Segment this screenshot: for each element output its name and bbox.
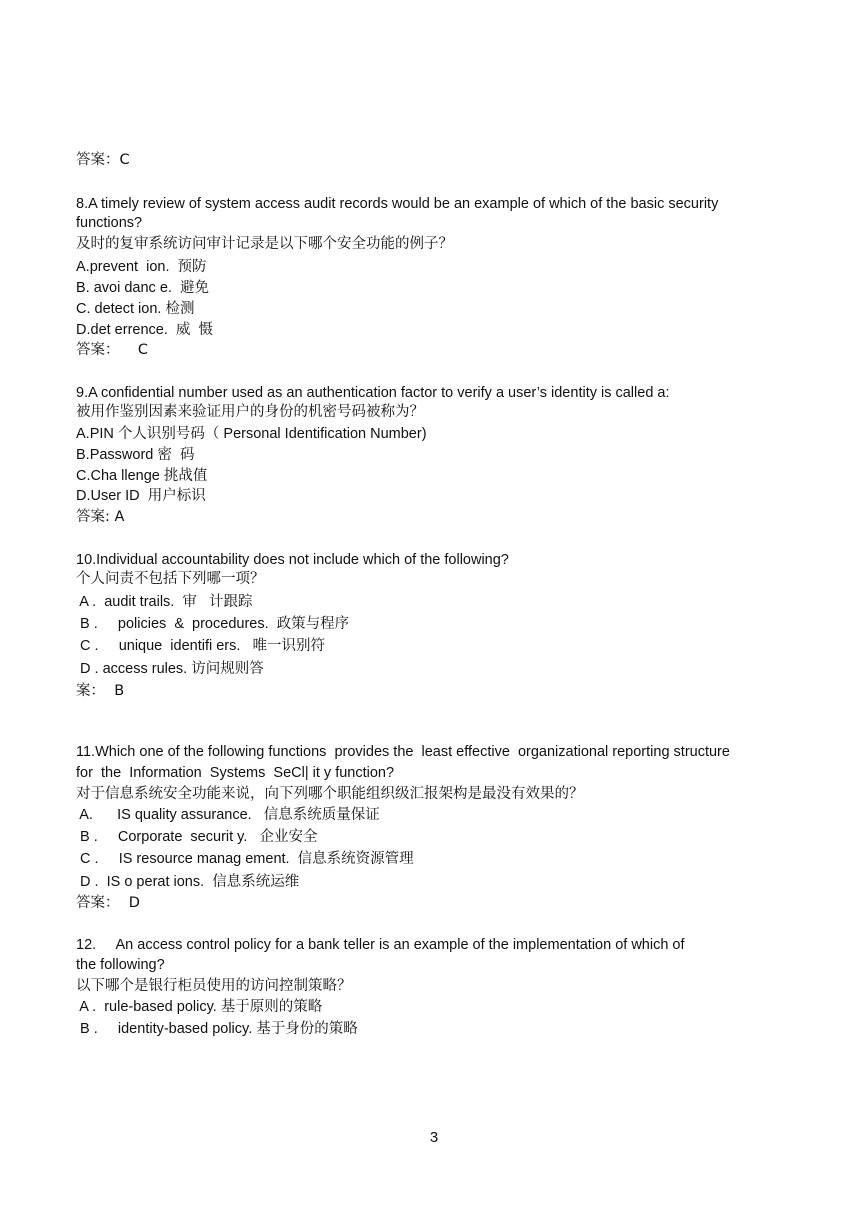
answer-line: 答案：C: [76, 152, 130, 168]
question-11-chinese: 对于信息系统安全功能来说，向下列哪个职能组织级汇报架构是最没有效果的？: [76, 786, 584, 802]
question-9-answer: 答案: A: [76, 509, 125, 525]
question-9-option-b: B.Password 密 码: [76, 447, 195, 463]
question-11-option-b: B . Corporate securit y. 企业安全: [76, 829, 318, 845]
question-8-chinese: 及时的复审系统访问审计记录是以下哪个安全功能的例子？: [76, 236, 453, 252]
question-12-chinese: 以下哪个是银行柜员使用的访问控制策略？: [76, 978, 352, 994]
page-number: 3: [429, 1129, 439, 1146]
question-9-text: 9.A confidential number used as an authentication factor to verify a user’s identity is called a:: [76, 385, 670, 401]
question-12-text-cont: the following?: [76, 957, 165, 973]
question-8-text: 8.A timely review of system access audit records would be an example of which of the basic security: [76, 196, 719, 212]
question-11-option-a: A. IS quality assurance. 信息系统质量保证: [76, 807, 380, 823]
question-8-option-d: D.det errence. 威 慑: [76, 322, 213, 338]
question-12-option-b: B . identity-based policy. 基于身份的策略: [76, 1021, 358, 1037]
question-8-option-c: C. detect ion. 检测: [76, 301, 195, 317]
question-8-option-b: B. avoi danc e. 避免: [76, 280, 209, 296]
question-9-chinese: 被用作鉴别因素来验证用户的身份的机密号码被称为？: [76, 404, 424, 420]
question-11-option-d: D . IS o perat ions. 信息系统运维: [76, 874, 300, 890]
question-10-chinese: 个人问责不包括下列哪一项？: [76, 571, 265, 587]
question-12-option-a: A . rule-based policy. 基于原则的策略: [76, 999, 323, 1015]
question-9-option-d: D.User ID 用户标识: [76, 488, 206, 504]
question-10-option-c: C . unique identifi ers. 唯一识别符: [76, 638, 325, 654]
question-8-option-a: A.prevent ion. 预防: [76, 259, 207, 275]
question-9-option-a: A.PIN 个人识别号码（ Personal Identification Number): [76, 426, 427, 442]
question-10-option-a: A . audit trails. 审 计跟踪: [76, 594, 253, 610]
question-10-option-d: D . access rules. 访问规则答: [76, 661, 264, 677]
question-10-text: 10.Individual accountability does not include which of the following?: [76, 552, 509, 568]
question-11-option-c: C . IS resource manag ement. 信息系统资源管理: [76, 851, 414, 867]
question-12-text: 12. An access control policy for a bank teller is an example of the implementation of which of: [76, 937, 685, 953]
question-10-answer: 案： B: [76, 683, 125, 699]
question-11-text-cont: for the Information Systems SeCl| it y function?: [76, 765, 395, 781]
question-11-text: 11.Which one of the following functions provides the least effective organizational reporting structure: [76, 744, 730, 760]
question-8-answer: 答案： C: [76, 342, 149, 358]
question-11-answer: 答案： D: [76, 895, 140, 911]
question-8-text-cont: functions?: [76, 215, 143, 231]
question-10-option-b: B . policies & procedures. 政策与程序: [76, 616, 350, 632]
question-9-option-c: C.Cha llenge 挑战值: [76, 468, 208, 484]
